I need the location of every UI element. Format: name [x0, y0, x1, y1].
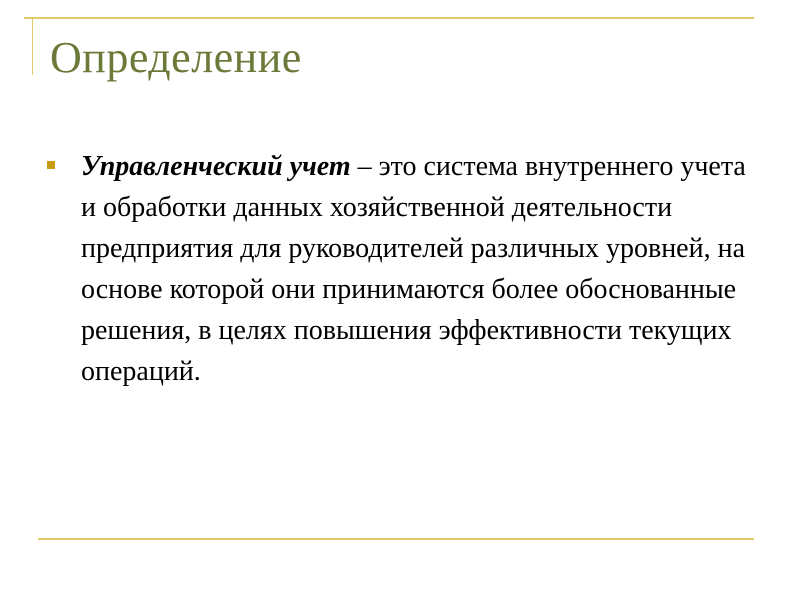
defined-term: Управленческий учет	[81, 151, 351, 182]
top-divider	[24, 17, 754, 19]
left-divider	[32, 17, 33, 75]
slide-title: Определение	[50, 33, 302, 82]
definition-paragraph	[81, 146, 761, 392]
square-bullet-icon	[47, 161, 55, 169]
definition-text: – это система внутреннего учета и обработки данных хозяйственной деятельности предприятия для руководителей различных уровней, на основе которой они принимаются более обоснованные решения, в целях повышения эффективности текущих операций.	[81, 151, 746, 387]
bottom-divider	[38, 538, 754, 540]
